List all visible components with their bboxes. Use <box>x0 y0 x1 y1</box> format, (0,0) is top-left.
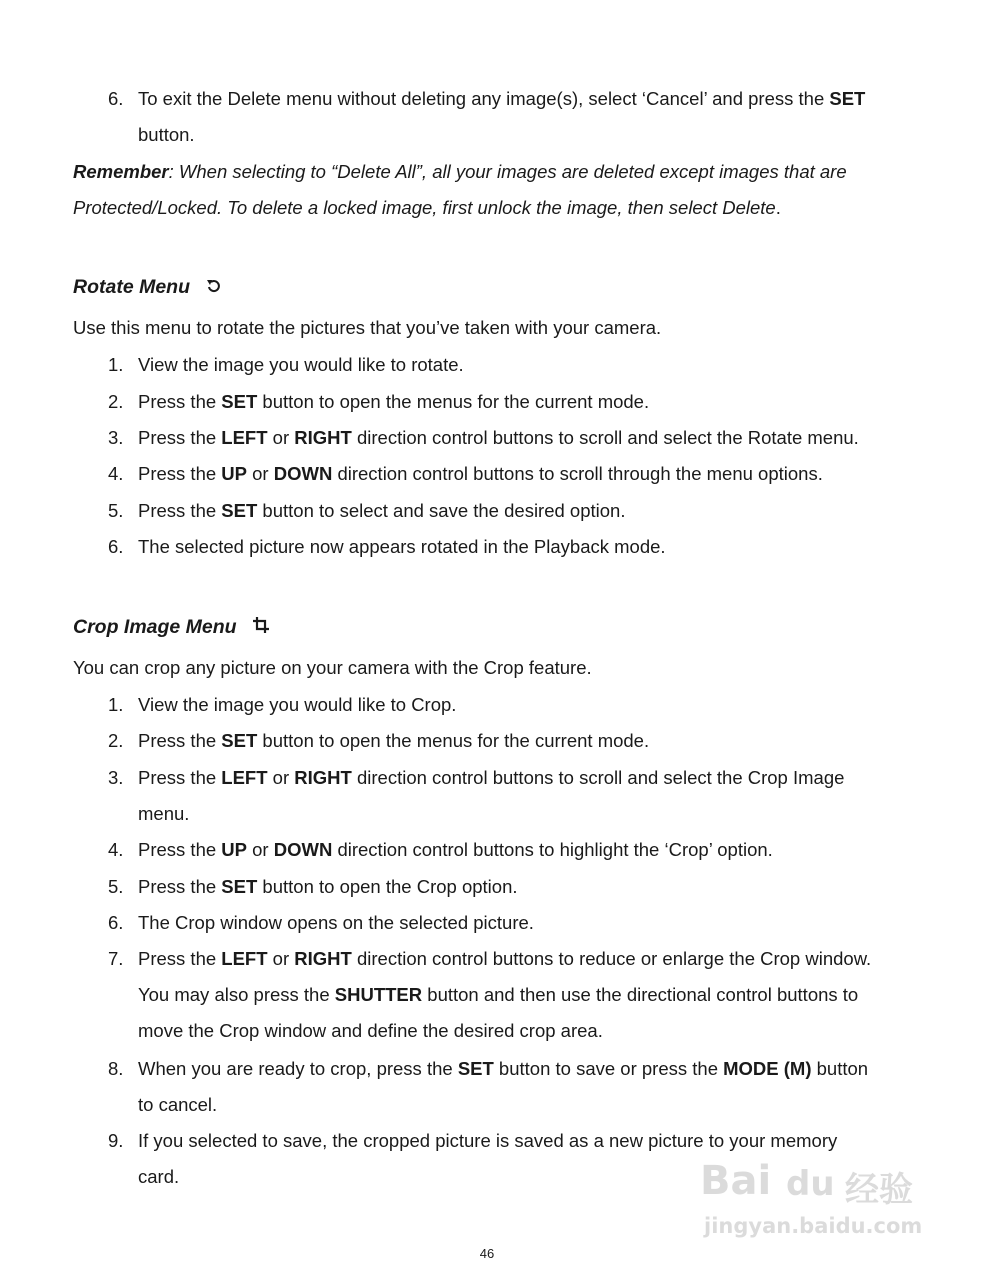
list-text: The Crop window opens on the selected picture. <box>138 912 534 933</box>
list-text: Press the UP or DOWN direction control buttons to highlight the ‘Crop’ option. <box>138 839 773 860</box>
crop-intro: You can crop any picture on your camera with the Crop feature. <box>73 657 592 678</box>
list-text: To exit the Delete menu without deleting any image(s), select ‘Cancel’ and press the SET <box>138 88 866 109</box>
list-number: 6. <box>108 536 124 557</box>
list-number: 1. <box>108 694 124 715</box>
list-number: 6. <box>108 912 124 933</box>
list-text: Press the LEFT or RIGHT direction control buttons to reduce or enlarge the Crop window. <box>138 948 872 969</box>
list-number: 4. <box>108 839 124 860</box>
rotate-icon <box>205 275 223 301</box>
list-text: Press the SET button to open the menus for the current mode. <box>138 730 650 751</box>
list-number: 2. <box>108 730 124 751</box>
crop-menu-heading: Crop Image Menu <box>73 614 270 641</box>
list-number: 3. <box>108 427 124 448</box>
list-text: If you selected to save, the cropped picture is saved as a new picture to your memory <box>138 1130 838 1151</box>
remember-label: Remember <box>73 161 169 182</box>
list-number: 1. <box>108 354 124 375</box>
remember-note-cont: Protected/Locked. To delete a locked image, first unlock the image, then select Delete. <box>73 197 781 218</box>
rotate-intro: Use this menu to rotate the pictures that you’ve taken with your camera. <box>73 317 662 338</box>
list-number: 5. <box>108 876 124 897</box>
list-text-continued: button. <box>138 124 195 145</box>
list-text: Press the SET button to open the Crop option. <box>138 876 518 897</box>
list-text: Press the SET button to open the menus for the current mode. <box>138 391 650 412</box>
list-number: 9. <box>108 1130 124 1151</box>
crop-icon <box>252 615 270 641</box>
document-page: 6. To exit the Delete menu without deleting any image(s), select ‘Cancel’ and press the SET button. Remember: When selecting to “Delete All”, all your images are deleted except images that are Protected/Locked. To delete a locked image, first unlock the image, then select Delete. Rotate Menu Use this menu to rotate the pictures that you’ve taken with your camera. 1. View the image you would like to rotate. 2. Press the SET button to open the menus for the current mode. 3. Press the LEFT or RIGHT direction control buttons to scroll and select the Rotate menu. 4. Press the UP or DOWN direction control buttons to scroll through the menu options. 5. Press the SET button to select and save the desired option. 6. The selected picture now appears rotated in the Playback mode. Crop Image Menu You can crop any picture on your camera with the Crop feature. 1. View the image you would like to Crop. 2. Press the SET button to open the menus for the current mode. 3. Press the LEFT or RIGHT direction control buttons to scroll and select the Crop Image menu. 4. Press the UP or DOWN direction control buttons to highlight the ‘Crop’ option. 5. Press the SET button to open the Crop option. 6. The Crop window opens on the selected picture. 7. Press the LEFT or RIGHT direction control buttons to reduce or enlarge the Crop window. You may also press the SHUTTER button and then use the directional control buttons to move the Crop window and define the desired crop area. 8. When you are ready to crop, press the SET button to save or press the MODE (M) button to cancel. 9. If you selected to save, the cropped picture is saved as a new picture to your memory card. 46 Bai du 经验 jingyan.baidu.com <box>0 0 989 1280</box>
baidu-watermark: Bai du 经验 jingyan.baidu.com <box>700 1158 923 1238</box>
list-text: View the image you would like to rotate. <box>138 354 464 375</box>
list-number: 2. <box>108 391 124 412</box>
list-text: Press the LEFT or RIGHT direction control buttons to scroll and select the Rotate menu. <box>138 427 859 448</box>
list-text: Press the LEFT or RIGHT direction control buttons to scroll and select the Crop Image <box>138 767 845 788</box>
remember-note: Remember: When selecting to “Delete All”, all your images are deleted except images that are <box>73 161 847 182</box>
list-number: 8. <box>108 1058 124 1079</box>
list-text: The selected picture now appears rotated in the Playback mode. <box>138 536 666 557</box>
list-number: 6. <box>108 88 124 109</box>
list-number: 7. <box>108 948 124 969</box>
list-text: Press the SET button to select and save the desired option. <box>138 500 626 521</box>
list-text: When you are ready to crop, press the SET button to save or press the MODE (M) button <box>138 1058 869 1079</box>
list-number: 3. <box>108 767 124 788</box>
list-text: View the image you would like to Crop. <box>138 694 457 715</box>
list-number: 5. <box>108 500 124 521</box>
rotate-menu-heading: Rotate Menu <box>73 274 223 301</box>
list-number: 4. <box>108 463 124 484</box>
page-number: 46 <box>479 1246 495 1261</box>
list-text: Press the UP or DOWN direction control buttons to scroll through the menu options. <box>138 463 823 484</box>
